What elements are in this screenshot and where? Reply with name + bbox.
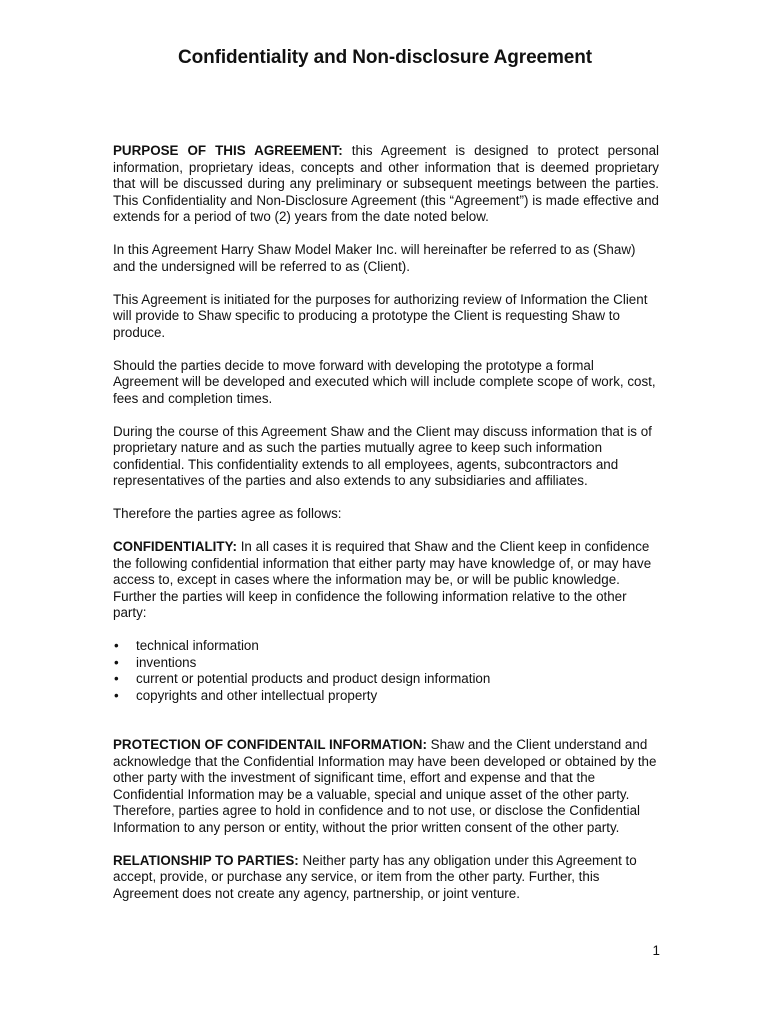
relationship-paragraph	[113, 853, 659, 903]
list-item	[113, 655, 659, 672]
list-item-text: technical information	[136, 638, 259, 653]
relationship-label: RELATIONSHIP TO PARTIES:	[113, 852, 299, 868]
relationship-text: Neither party has any obligation under this Agreement to accept, provide, or purchase any service, or item from the other party. Further, this Agreement does not create any agency, partnership, or joint venture.	[113, 852, 637, 901]
confidentiality-label: CONFIDENTIALITY:	[113, 539, 237, 554]
should-paragraph: Should the parties decide to move forward with developing the prototype a formal Agreement will be developed and executed which will include complete scope of work, cost, fees and completion times.	[113, 357, 656, 406]
bullet-icon: •	[114, 687, 119, 703]
protection-paragraph	[113, 737, 659, 836]
page-number: 1	[652, 943, 660, 958]
document-title: Confidentiality and Non-disclosure Agreement	[178, 47, 592, 68]
parties-paragraph: In this Agreement Harry Shaw Model Maker Inc. will hereinafter be referred to as (Shaw) and the undersigned will be referred to as (Client).	[113, 242, 636, 274]
confidentiality-text: In all cases it is required that Shaw and the Client keep in confidence the following confidential information that either party may have knowledge of, or may have access to, except in cases where the information may be, or will be public knowledge. Further the parties will keep in confidence the following information relative to the other party:	[113, 539, 652, 620]
protection-text: Shaw and the Client understand and acknowledge that the Confidential Information may have been developed or obtained by the other party with the investment of significant time, effort and expense and that the Confidential Information may be a valuable, special and unique asset of the other party. Therefore, parties agree to hold in confidence and to not use, or disclose the Confidential Information to any person or entity, without the prior written consent of the other party.	[113, 737, 657, 835]
bullet-icon: •	[114, 638, 119, 653]
protection-label: PROTECTION OF CONFIDENTAIL INFORMATION:	[113, 737, 427, 752]
list-item-text: current or potential products and product design information	[136, 671, 491, 686]
purpose-text: this Agreement is designed to protect personal information, proprietary ideas, concepts and other information that is deemed proprietary that will be discussed during any preliminary or subsequent meetings between the parties. This Confidentiality and Non-Disclosure Agreement (this “Agreement”) is made effective and extends for a period of two (2) years from the date noted below.	[113, 143, 659, 224]
list-item	[113, 688, 659, 705]
therefore-paragraph: Therefore the parties agree as follows:	[113, 506, 342, 521]
initiated-paragraph: This Agreement is initiated for the purposes for authorizing review of Information the Client will provide to Shaw specific to producing a prototype the Client is requesting Shaw to produce.	[113, 291, 648, 340]
purpose-label: PURPOSE OF THIS AGREEMENT:	[113, 143, 343, 158]
during-paragraph: During the course of this Agreement Shaw and the Client may discuss information that is of proprietary nature and as such the parties mutually agree to keep such information confidential. This confidentiality extends to all employees, agents, subcontractors and representatives of the parties and also extends to any subsidiaries and affiliates.	[113, 423, 652, 488]
list-item-text: copyrights and other intellectual property	[136, 687, 378, 703]
list-item	[113, 638, 659, 655]
bullet-icon: •	[114, 671, 119, 686]
purpose-paragraph	[113, 143, 659, 226]
document-body	[113, 143, 659, 919]
list-item	[113, 671, 659, 688]
list-item-text: inventions	[136, 654, 197, 670]
confidential-info-list	[113, 638, 659, 704]
bullet-icon: •	[114, 654, 119, 670]
confidentiality-paragraph	[113, 539, 659, 622]
